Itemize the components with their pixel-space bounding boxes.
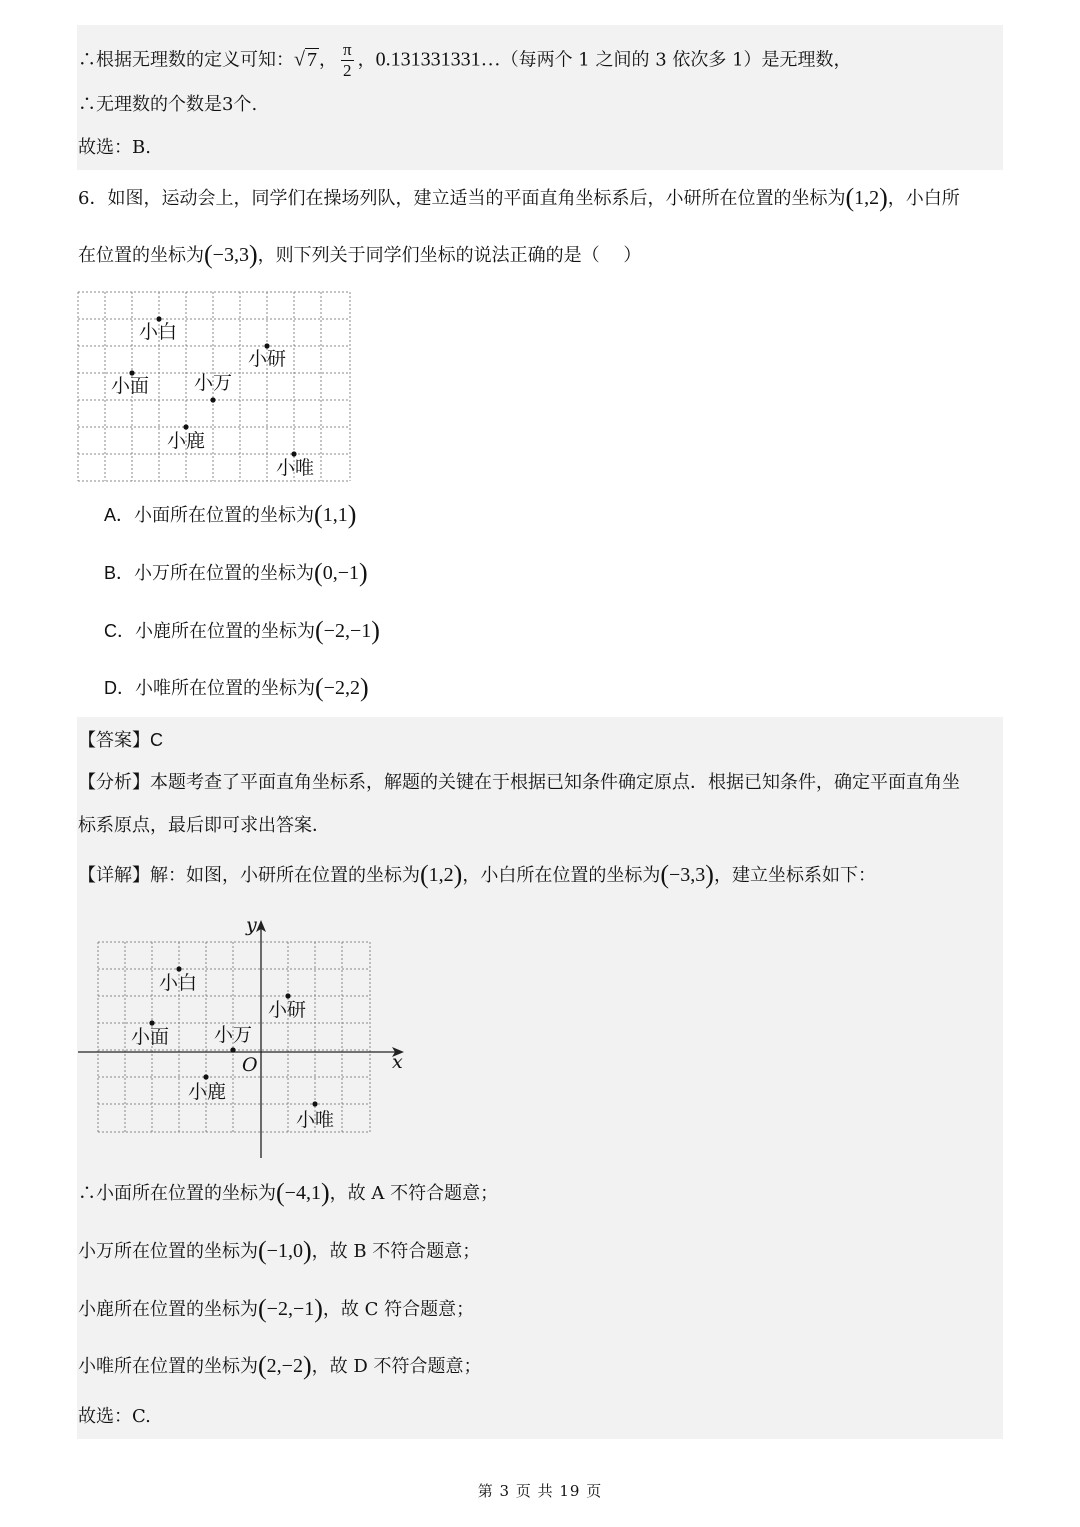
prev-solution-line2: ∴无理数的个数是3个. — [78, 94, 258, 115]
point-xiaoyan-coord — [285, 993, 290, 998]
option-c[interactable]: C．小鹿所在位置的坐标为(−2,−1) — [104, 616, 380, 645]
detail-line: 【详解】解：如图，小研所在位置的坐标为(1,2)，小白所在位置的坐标为(−3,3)，建立坐标系如下： — [78, 860, 876, 889]
label-xiaowan-coord: 小万 — [214, 1024, 253, 1046]
point-xiaobai-coord — [176, 966, 181, 971]
question-line1: 6．如图，运动会上，同学们在操场列队，建立适当的平面直角坐标系后，小研所在位置的坐标为(1,2)，小白所 — [78, 183, 960, 212]
conclusion-d: 小唯所在位置的坐标为(2,−2)，故 D 不符合题意； — [78, 1351, 482, 1380]
y-axis-label: y — [246, 914, 257, 936]
label-xiaobai: 小白 — [139, 321, 178, 343]
final-choice: 故选：C. — [78, 1406, 151, 1427]
conclusion-c: 小鹿所在位置的坐标为(−2,−1)，故 C 符合题意； — [78, 1294, 475, 1323]
question-grid-figure — [70, 285, 370, 490]
analysis-line1: 【分析】本题考查了平面直角坐标系，解题的关键在于根据已知条件确定原点．根据已知条件，确定平面直角坐 — [78, 772, 960, 793]
prev-solution-line1: ∴根据无理数的定义可知：√ 7 ， $\frac{\pi}{2}$ ，0.131331331…（每两个 1 之间的 3 依次多 1）是无理数， — [78, 40, 852, 80]
point-xiaomian-coord — [149, 1020, 154, 1025]
answer-line: 【答案】C — [78, 730, 163, 751]
point-xiaowei-coord — [312, 1101, 317, 1106]
point-xiaowei — [291, 451, 296, 456]
point-xiaowan-coord — [230, 1047, 235, 1052]
prev-solution-line3: 故选：B. — [78, 137, 151, 158]
sqrt-7: √ 7 — [294, 48, 317, 71]
option-d[interactable]: D．小唯所在位置的坐标为(−2,2) — [104, 673, 369, 702]
option-b[interactable]: B．小万所在位置的坐标为(0,−1) — [104, 558, 368, 587]
label-xiaowei: 小唯 — [276, 457, 315, 479]
analysis-line2: 标系原点，最后即可求出答案． — [78, 815, 330, 836]
x-axis-label: x — [392, 1051, 403, 1073]
label-xiaoyan: 小研 — [248, 348, 287, 370]
question-line2: 在位置的坐标为(−3,3)，则下列关于同学们坐标的说法正确的是（ ） — [78, 240, 642, 269]
page-footer: 第 3 页 共 19 页 — [477, 1482, 603, 1500]
label-xiaomian: 小面 — [111, 375, 150, 397]
point-xiaolu — [183, 424, 188, 429]
coordinate-figure — [70, 910, 415, 1165]
pi-over-2: $\frac{\pi}{2}$ — [342, 40, 352, 80]
conclusion-a: ∴小面所在位置的坐标为(−4,1)，故 A 不符合题意； — [78, 1178, 499, 1207]
label-xiaomian-coord: 小面 — [131, 1026, 170, 1048]
label-xiaolu-coord: 小鹿 — [188, 1081, 227, 1103]
label-xiaowei-coord: 小唯 — [296, 1109, 335, 1131]
label-xiaobai-coord: 小白 — [159, 972, 198, 994]
origin-label: O — [242, 1054, 258, 1076]
label-xiaolu: 小鹿 — [167, 430, 206, 452]
option-a[interactable]: A．小面所在位置的坐标为(1,1) — [104, 500, 357, 529]
point-xiaolu-coord — [203, 1074, 208, 1079]
label-xiaowan: 小万 — [194, 372, 233, 394]
point-xiaowan — [210, 397, 215, 402]
label-xiaoyan-coord: 小研 — [268, 999, 307, 1021]
conclusion-b: 小万所在位置的坐标为(−1,0)，故 B 不符合题意； — [78, 1236, 481, 1265]
